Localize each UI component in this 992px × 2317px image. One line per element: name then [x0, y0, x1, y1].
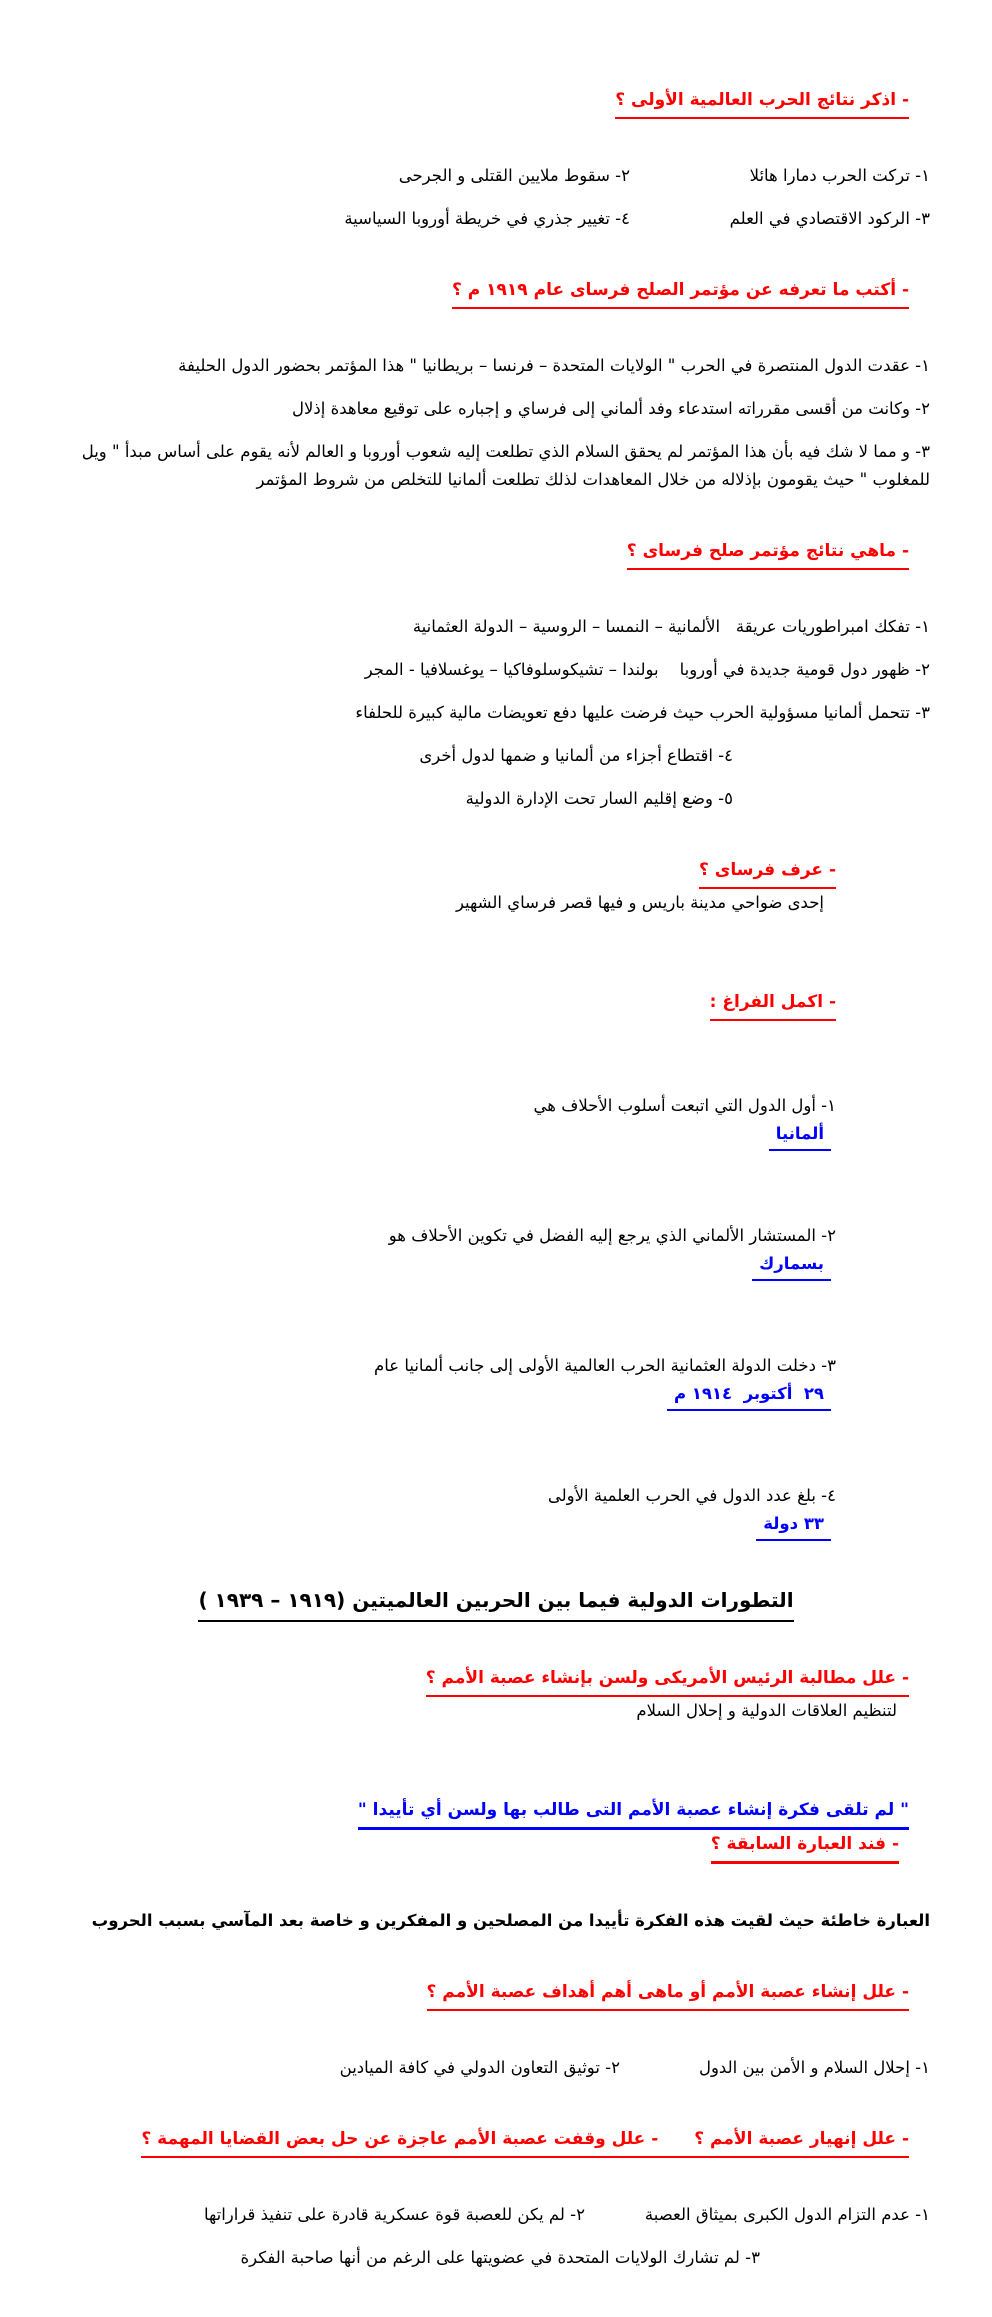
refute-statement-text: " لم تلقى فكرة إنشاء عصبة الأمم التى طالب بها ولسن أي تأييدا ": [358, 1796, 909, 1830]
fill-blank-1: [62, 1064, 857, 1179]
fill-blank-3-text: ٣- دخلت الدولة العثمانية الحرب العالمية الأولى إلى جانب ألمانيا عام: [373, 1356, 837, 1375]
league-collapse-heading: [141, 2125, 909, 2158]
versailles-result-3: ٣- تتحمل ألمانيا مسؤولية الحرب حيث فرضت عليها دفع تعويضات مالية كبيرة للحلفاء: [355, 703, 930, 722]
define-versailles-line: [62, 828, 857, 945]
fill-blanks-heading-line: [62, 960, 857, 1049]
list-item-2: ٢- سقوط ملايين القتلى و الجرحى: [398, 166, 630, 185]
versailles-conference-heading: - أكتب ما تعرفه عن مؤتمر الصلح فرساى عام ١٩١٩ م ؟: [452, 276, 909, 309]
ww1-results-heading-line: [62, 58, 930, 147]
fill-blank-4-answer: ٣٣ دولة: [756, 1510, 831, 1541]
league-collapse-reason-3: ٣- لم تشارك الولايات المتحدة في عضويتها على الرغم من أنها صاحبة الفكرة: [240, 2248, 760, 2267]
interwar-developments-title: التطورات الدولية فيما بين الحربين العالميتين (١٩١٩ – ١٩٣٩ ): [198, 1584, 793, 1622]
versailles-paragraph-3: ٣- و مما لا شك فيه بأن هذا المؤتمر لم يحقق السلام الذي تطلعت إليه شعوب أوروبا و العالم لأنه يقوم على أساس مبدأ " ويل للمغلوب " حيث يقومون بإذلاله من خلال المعاهدات لذلك تطلعت ألمانيا للتخلص من شروط المؤتمر: [76, 442, 930, 489]
versailles-results-heading: - ماهي نتائج مؤتمر صلح فرساى ؟: [627, 537, 909, 570]
define-versailles-question: - عرف فرساى ؟: [699, 856, 836, 889]
fill-blank-2-answer: بسمارك: [752, 1250, 831, 1281]
league-goal-1: ١- إحلال السلام و الأمن بين الدول: [698, 2058, 930, 2077]
list-item-1: ١- تركت الحرب دمارا هائلا: [749, 166, 930, 185]
list-item-3: ٣- الركود الاقتصادي في العلم: [729, 209, 930, 228]
fill-blank-4: [62, 1454, 857, 1569]
fill-blank-2: [62, 1194, 857, 1309]
define-versailles-answer: إحدى ضواحي مدينة باريس و فيها قصر فرساي الشهير: [455, 893, 825, 912]
versailles-conference-heading-line: [62, 248, 930, 337]
wilson-league-question: - علل مطالبة الرئيس الأمريكى ولسن بإنشاء عصبة الأمم ؟: [426, 1664, 909, 1697]
versailles-results-heading-line: [62, 509, 930, 598]
refute-statement-line: [62, 1768, 930, 1892]
versailles-paragraph-2: ٢- وكانت من أقسى مقرراته استدعاء وفد ألماني إلى فرساي و إجباره على توقيع معاهدة إذلال: [292, 399, 930, 418]
ww1-results-heading: - اذكر نتائج الحرب العالمية الأولى ؟: [615, 86, 909, 119]
refute-statement-question: - فند العبارة السابقة ؟: [711, 1830, 899, 1864]
versailles-result-4: ٤- اقتطاع أجزاء من ألمانيا و ضمها لدول أخرى: [419, 746, 733, 765]
league-goals-heading-line: [62, 1950, 930, 2039]
league-goal-2: ٢- توثيق التعاون الدولي في كافة الميادين: [339, 2058, 620, 2077]
wilson-league-line: [62, 1636, 930, 1753]
wilson-league-answer: لتنظيم العلاقات الدولية و إحلال السلام: [636, 1701, 898, 1720]
league-collapse-reason-2: ٢- لم يكن للعصبة قوة عسكرية قادرة على تنفيذ قراراتها: [203, 2205, 585, 2224]
versailles-paragraph-1: ١- عقدت الدول المنتصرة في الحرب " الولايات المتحدة – فرنسا – بريطانيا " هذا المؤتمر بحضور الدول الحليفة: [178, 356, 930, 375]
league-goals-heading: - علل إنشاء عصبة الأمم أو ماهى أهم أهداف عصبة الأمم ؟: [427, 1978, 909, 2011]
fill-blank-4-text: ٤- بلغ عدد الدول في الحرب العلمية الأولى: [547, 1486, 837, 1505]
versailles-result-2: ٢- ظهور دول قومية جديدة في أوروبا بولندا – تشيكوسلوفاكيا – يوغسلافيا - المجر: [364, 660, 930, 679]
league-collapse-heading-line: [62, 2097, 930, 2186]
league-collapse-reason-1: ١- عدم التزام الدول الكبرى بميثاق العصبة: [644, 2205, 930, 2224]
fill-blank-3-answer: ٢٩ أكتوبر ١٩١٤ م: [667, 1380, 831, 1411]
fill-blank-1-text: ١- أول الدول التي اتبعت أسلوب الأحلاف هي: [533, 1096, 837, 1115]
league-collapse-heading-part-a: - علل إنهيار عصبة الأمم ؟: [694, 2129, 910, 2149]
fill-blank-1-answer: ألمانيا: [769, 1120, 831, 1151]
ww1-results-row-1: [62, 162, 930, 190]
ww1-results-row-2: [62, 205, 930, 233]
interwar-developments-title-line: [62, 1584, 930, 1622]
versailles-result-1: ١- تفكك امبراطوريات عريقة الألمانية – النمسا – الروسية – الدولة العثمانية: [412, 617, 930, 636]
list-item-4: ٤- تغيير جذري في خريطة أوروبا السياسية: [344, 209, 630, 228]
league-goals-row: [62, 2054, 930, 2082]
fill-blanks-heading: - اكمل الفراغ :: [710, 988, 836, 1021]
league-collapse-heading-part-b: - علل وقفت عصبة الأمم عاجزة عن حل بعض القضايا المهمة ؟: [141, 2129, 659, 2149]
fill-blank-2-text: ٢- المستشار الألماني الذي يرجع إليه الفضل في تكوين الأحلاف هو: [388, 1226, 837, 1245]
refute-statement-answer: العبارة خاطئة حيث لقيت هذه الفكرة تأييدا من المصلحين و المفكرين و خاصة بعد المآسي بسبب الحروب: [91, 1911, 930, 1930]
league-collapse-row: [62, 2201, 930, 2229]
versailles-result-5: ٥- وضع إقليم السار تحت الإدارة الدولية: [465, 789, 733, 808]
fill-blank-3: [62, 1324, 857, 1439]
